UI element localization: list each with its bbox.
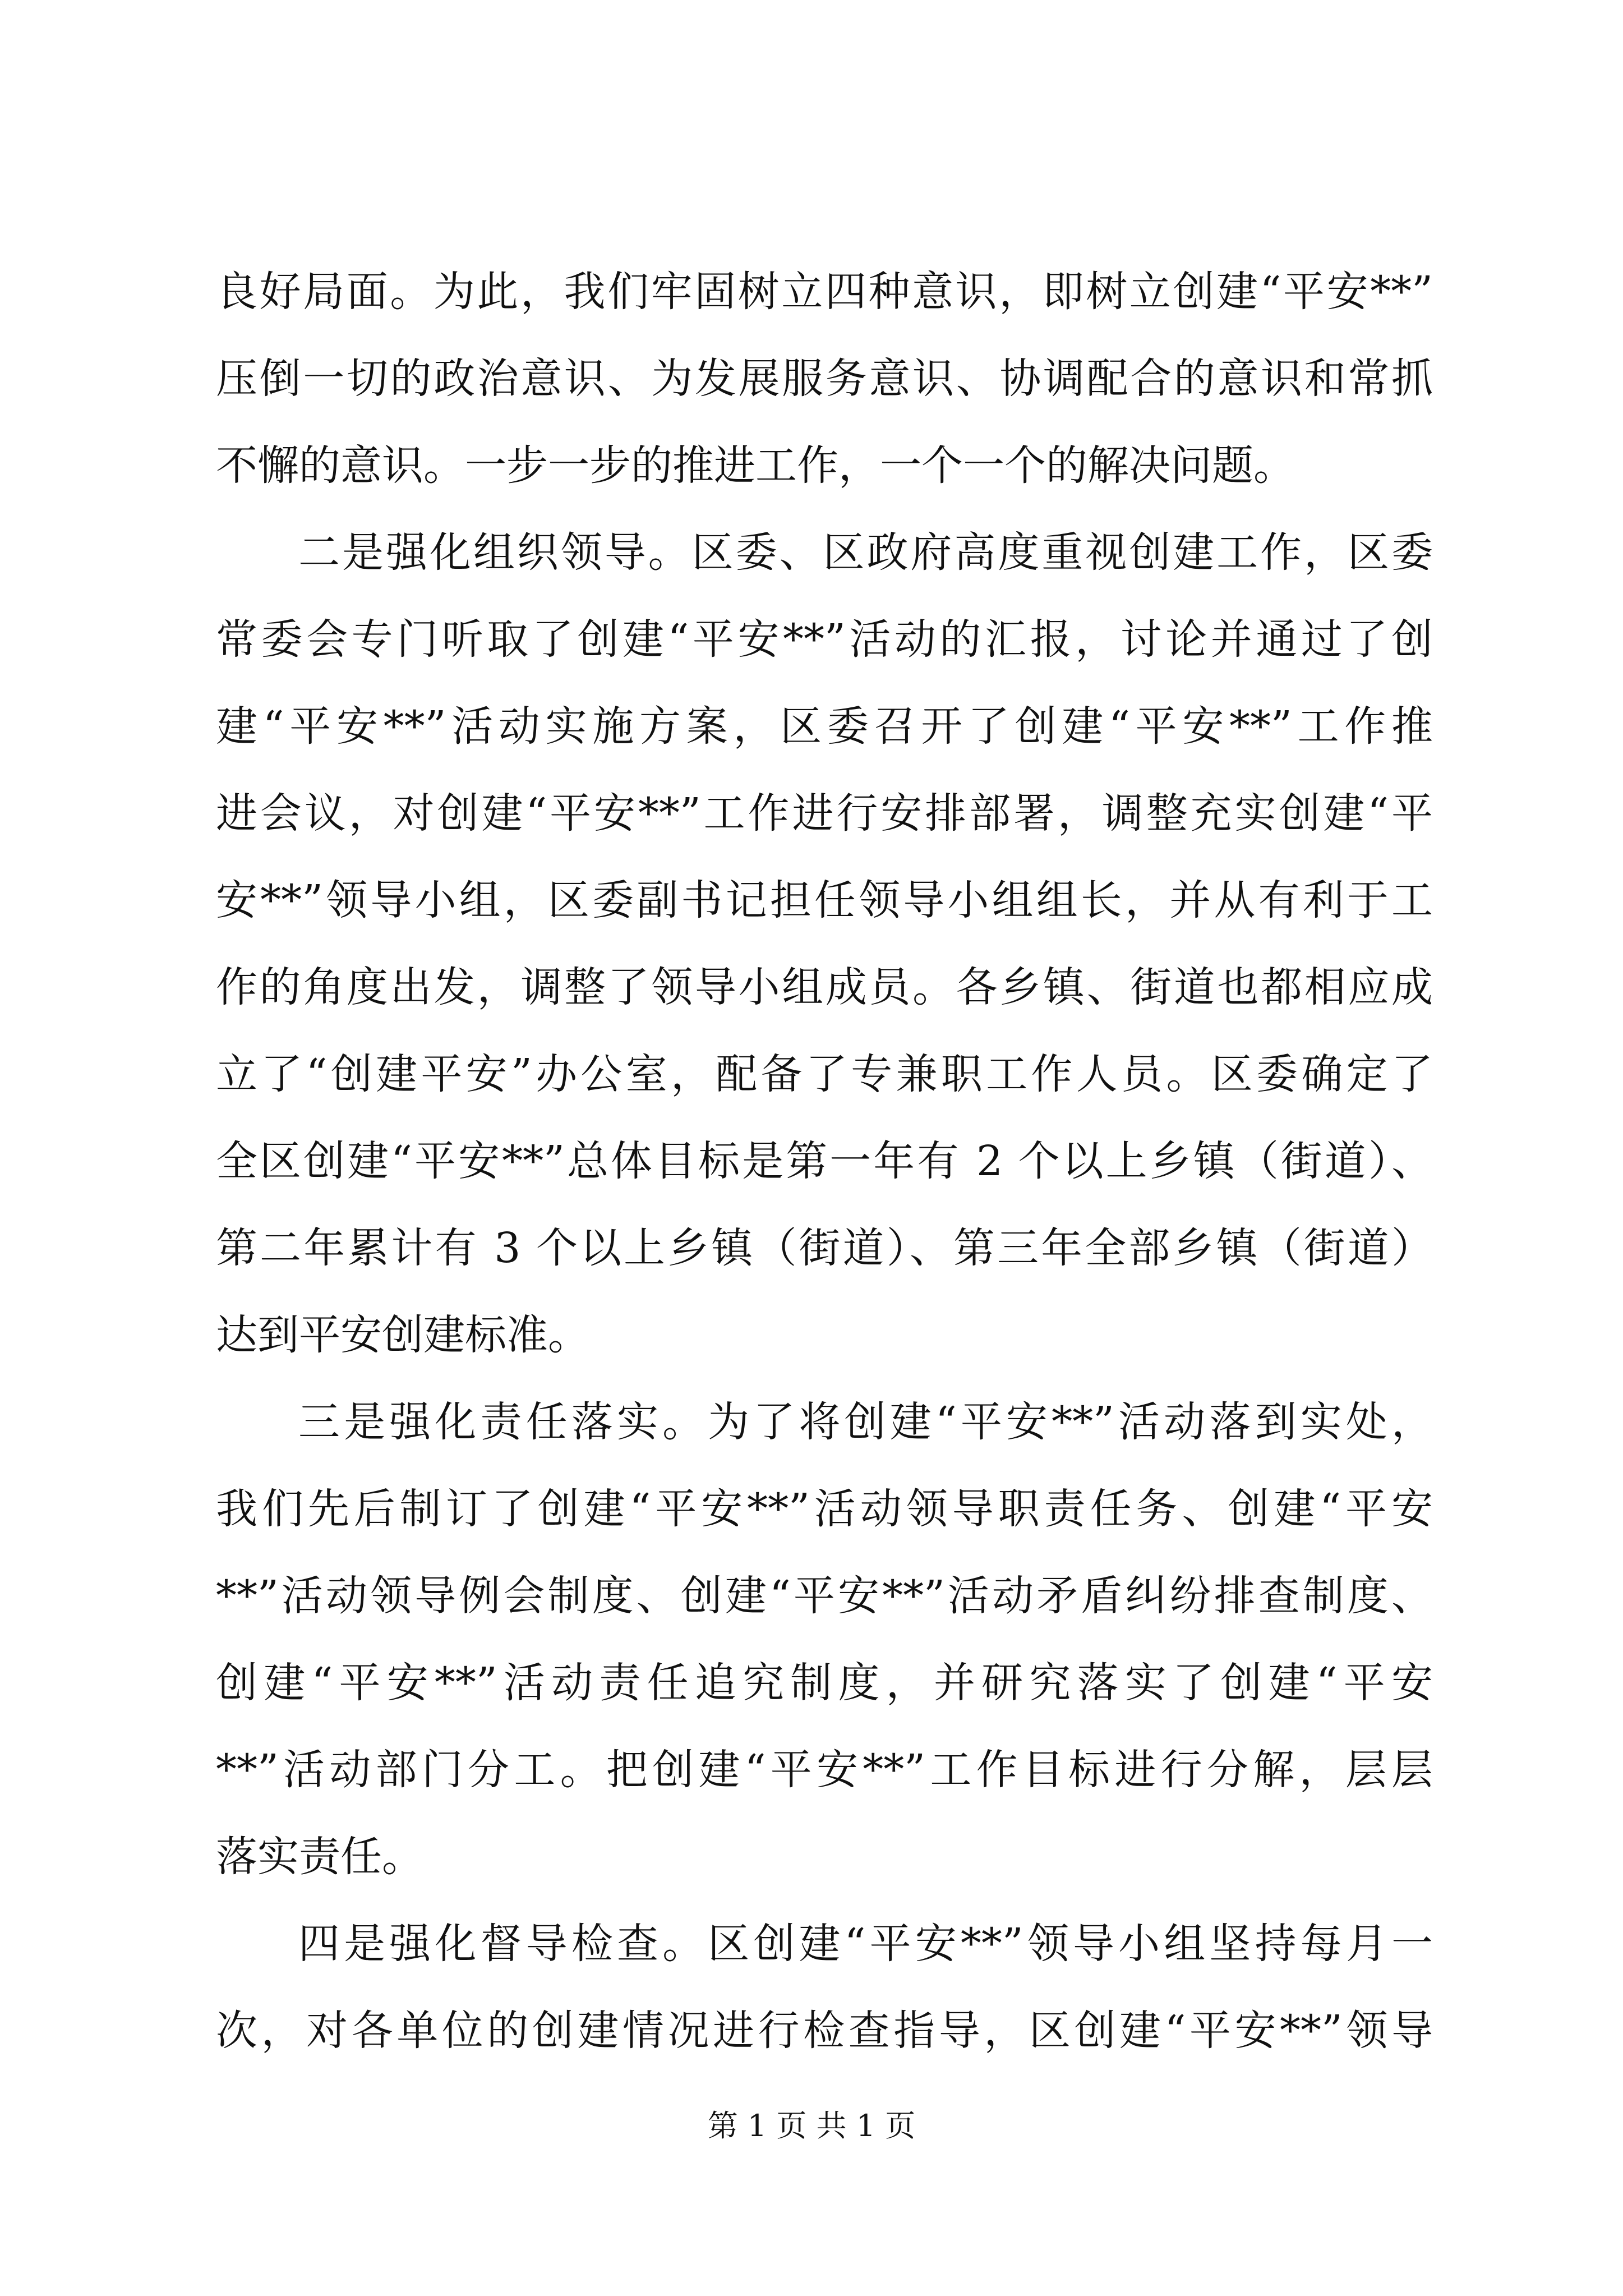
- text-line: 压倒一切的政治意识、为发展服务意识、协调配合的意识和常抓: [216, 355, 1433, 403]
- paragraph-start-line: 二是强化组织领导。区委、区政府高度重视创建工作，区委: [298, 528, 1433, 577]
- text-line: 落实责任。: [216, 1833, 423, 1881]
- text-line: 建“平安**”活动实施方案，区委召开了创建“平安**”工作推: [216, 702, 1433, 751]
- text-line: 进会议，对创建“平安**”工作进行安排部署，调整充实创建“平: [216, 789, 1433, 838]
- text-line: 作的角度出发，调整了领导小组成员。各乡镇、街道也都相应成: [216, 963, 1433, 1011]
- text-line: 创建“平安**”活动责任追究制度，并研究落实了创建“平安: [216, 1659, 1433, 1707]
- text-line: 安**”领导小组，区委副书记担任领导小组组长，并从有利于工: [216, 876, 1433, 924]
- paragraph-start-line: 三是强化责任落实。为了将创建“平安**”活动落到实处，: [298, 1398, 1433, 1446]
- text-line: **”活动部门分工。把创建“平安**”工作目标进行分解，层层: [216, 1746, 1433, 1794]
- text-line: 立了“创建平安”办公室，配备了专兼职工作人员。区委确定了: [216, 1050, 1433, 1098]
- text-line: 常委会专门听取了创建“平安**”活动的汇报，讨论并通过了创: [216, 615, 1433, 664]
- text-line: 我们先后制订了创建“平安**”活动领导职责任务、创建“平安: [216, 1485, 1433, 1533]
- paragraph-start-line: 四是强化督导检查。区创建“平安**”领导小组坚持每月一: [298, 1920, 1433, 1968]
- text-line: 良好局面。为此，我们牢固树立四种意识，即树立创建“平安**”: [216, 268, 1433, 316]
- text-line: 第二年累计有 3 个以上乡镇（街道）、第三年全部乡镇（街道）: [216, 1224, 1433, 1272]
- text-line: 全区创建“平安**”总体目标是第一年有 2 个以上乡镇（街道）、: [216, 1137, 1433, 1185]
- text-line: 次，对各单位的创建情况进行检查指导，区创建“平安**”领导: [216, 2007, 1433, 2055]
- page-footer: 第 1 页 共 1 页: [707, 2108, 916, 2143]
- text-line: **”活动领导例会制度、创建“平安**”活动矛盾纠纷排查制度、: [216, 1572, 1433, 1620]
- text-line: 达到平安创建标准。: [216, 1311, 589, 1359]
- text-line: 不懈的意识。一步一步的推进工作，一个一个的解决问题。: [216, 441, 1295, 490]
